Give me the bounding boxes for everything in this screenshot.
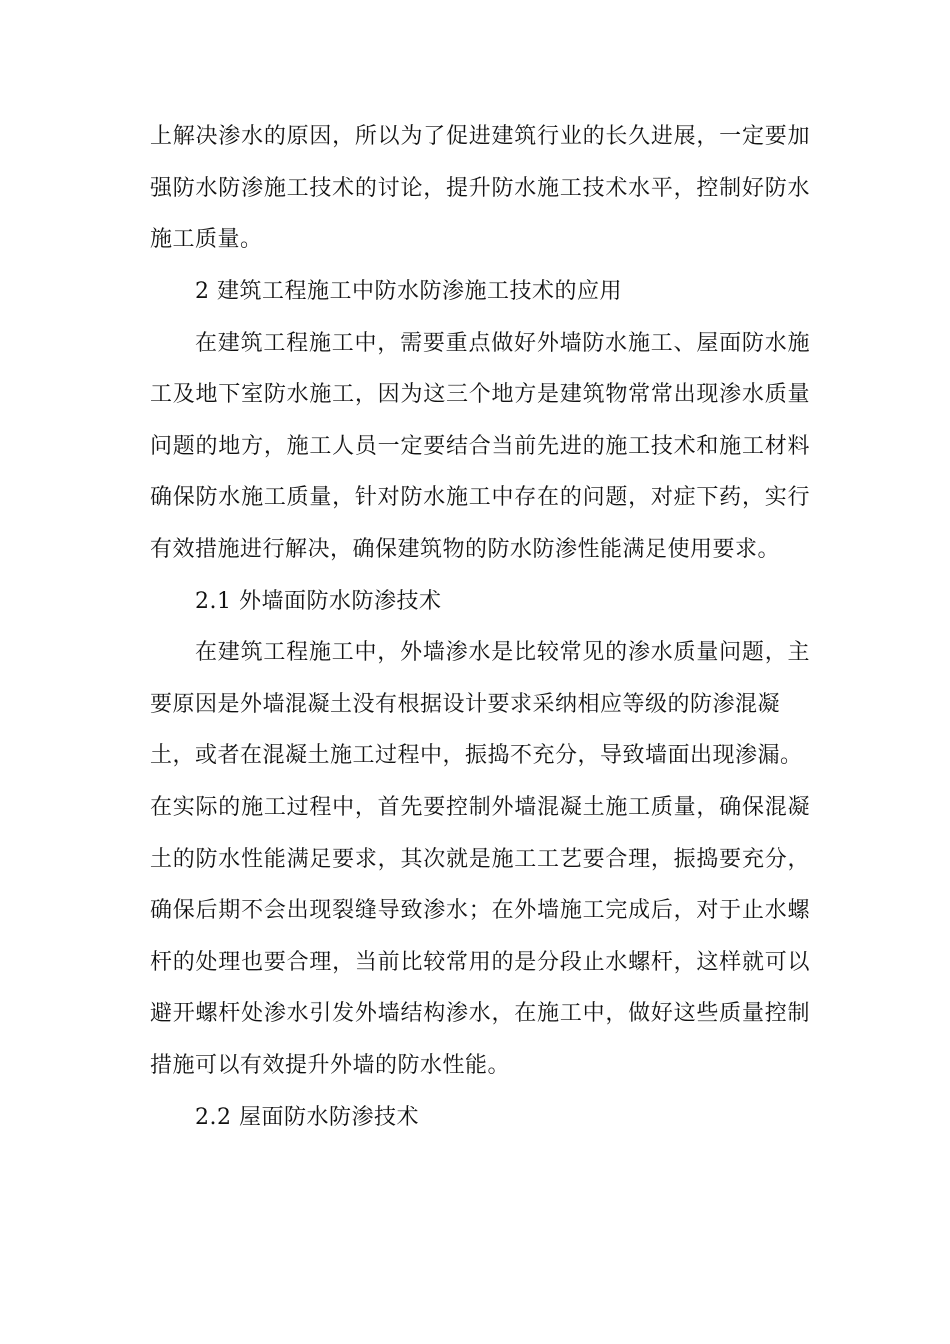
paragraph-line: 避开螺杆处渗水引发外墙结构渗水，在施工中，做好这些质量控制 xyxy=(150,1001,810,1026)
paragraph-line: 强防水防渗施工技术的讨论，提升防水施工技术水平，控制好防水 xyxy=(150,176,810,201)
section-heading: 2 建筑工程施工中防水防渗施工技术的应用 xyxy=(195,279,622,304)
paragraph-line: 要原因是外墙混凝土没有根据设计要求采纳相应等级的防渗混凝 xyxy=(150,692,781,717)
paragraph-line: 施工质量。 xyxy=(150,227,263,252)
paragraph-line: 工及地下室防水施工，因为这三个地方是建筑物常常出现渗水质量 xyxy=(150,382,810,407)
paragraph-line: 杆的处理也要合理，当前比较常用的是分段止水螺杆，这样就可以 xyxy=(150,950,810,975)
paragraph-line: 在实际的施工过程中，首先要控制外墙混凝土施工质量，确保混凝 xyxy=(150,795,810,820)
paragraph-line: 措施可以有效提升外墙的防水性能。 xyxy=(150,1053,511,1078)
paragraph-line: 问题的地方，施工人员一定要结合当前先进的施工技术和施工材料 xyxy=(150,434,810,459)
paragraph-line: 确保后期不会出现裂缝导致渗水；在外墙施工完成后，对于止水螺 xyxy=(150,898,810,923)
subsection-heading: 2.1 外墙面防水防渗技术 xyxy=(195,589,442,614)
paragraph-line: 在建筑工程施工中，外墙渗水是比较常见的渗水质量问题，主 xyxy=(195,640,810,665)
paragraph-line: 土的防水性能满足要求，其次就是施工工艺要合理，振捣要充分， xyxy=(150,847,810,872)
paragraph-line: 在建筑工程施工中，需要重点做好外墙防水施工、屋面防水施 xyxy=(195,331,810,356)
paragraph-line: 土，或者在混凝土施工过程中，振捣不充分，导致墙面出现渗漏。 xyxy=(150,743,803,768)
paragraph-line: 确保防水施工质量，针对防水施工中存在的问题，对症下药，实行 xyxy=(150,485,810,510)
paragraph-line: 有效措施进行解决，确保建筑物的防水防渗性能满足使用要求。 xyxy=(150,537,781,562)
paragraph-line: 上解决渗水的原因，所以为了促进建筑行业的长久进展，一定要加 xyxy=(150,124,810,149)
subsection-heading: 2.2 屋面防水防渗技术 xyxy=(195,1105,419,1130)
